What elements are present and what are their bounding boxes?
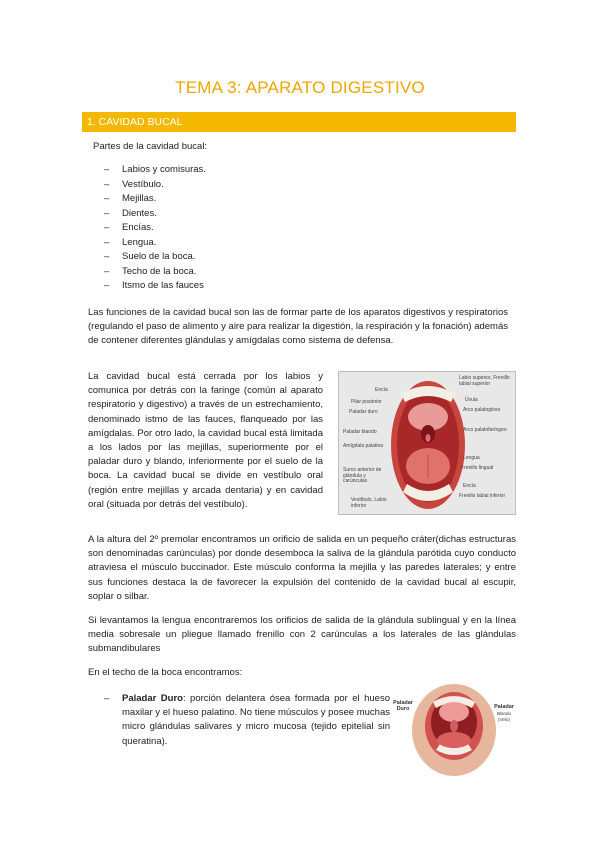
paragraph-functions: Las funciones de la cavidad bucal son las de formar parte de los aparatos digestivos y respiratorios (regulando el paso de alimento y aire para realizar la digestión, la respiración y la fonación) además de contener diferentes glándulas y amígdalas como sistema de defensa.	[88, 307, 508, 347]
list-item: – Lengua.	[104, 236, 206, 251]
list-item: – Encías.	[104, 221, 206, 236]
parts-intro: Partes de la cavidad bucal:	[93, 141, 208, 152]
label-uvula: Úvula	[465, 397, 478, 403]
definition-paladar-duro: : porción delantera ósea formada por el hueso maxilar y el hueso palatino. No tiene músculos y posee muchas micro glándulas salivares y micro mucosa (tejido epitelial sin queratina).	[122, 693, 390, 747]
label-paladar-duro-photo: Paladar Duro	[393, 700, 413, 712]
parts-list	[104, 163, 206, 294]
label-labio-superior: Labio superior, Frenillo labial superior	[459, 375, 510, 387]
paragraph-sublingual: Si levantamos la lengua encontraremos los orificios de salida de la glándula sublingual y en la línea media sobresale un pliegue llamado frenillo con 2 carúnculas a los laterales de las glándulas submandibulares	[88, 615, 516, 655]
label-amigdala: Amígdala palatina	[343, 443, 384, 449]
section-heading: 1. CAVIDAD BUCAL	[82, 112, 516, 132]
label-arco-palatofaringeo: Arco palatofaríngeo	[463, 427, 507, 433]
list-item: – Dientes.	[104, 207, 206, 222]
list-item: – Mejillas.	[104, 192, 206, 207]
bullet-dash: –	[104, 693, 110, 704]
open-mouth-illustration	[396, 678, 514, 778]
list-item: – Techo de la boca.	[104, 265, 206, 280]
label-frenillo-inferior: Frenillo labial inferior	[459, 493, 506, 499]
label-encia-top: Encía	[375, 387, 388, 393]
label-lengua: Lengua	[463, 455, 480, 461]
paragraph-limits: La cavidad bucal está cerrada por los labios y comunica por detrás con la faringe (común al aparato respiratorio y digestivo) a través de un estrechamiento, denominado istmo de las fauces, flanqueado por las amígdalas. Por otro lado, la cavidad bucal está limitada a los lados por las mejillas, superiormente por el paladar duro y blando, inferiormente por el suelo de la boca. La cavidad bucal se divide en vestíbulo oral (región entre mejillas y arcada dentaria) y en cavidad oral (situada por detrás del vestíbulo).	[88, 371, 323, 510]
label-paladar-duro: Paladar duro	[349, 409, 378, 415]
list-item: – Vestíbulo.	[104, 178, 206, 193]
palate-photo	[393, 678, 514, 778]
list-item: – Labios y comisuras.	[104, 163, 206, 178]
paragraph-caruncula: A la altura del 2º premolar encontramos un orificio de salida en un pequeño cráter(dichas estructuras son denominadas carúnculas) por donde desemboca la saliva de la glándula parótida cuyo conducto atraviesa el músculo buccinador. Este músculo conforma la mejilla y las paredes laterales; y entre sus funciones destaca la de favorecer la expulsión del contenido de la cavidad bucal al escupir, soplar o silbar.	[88, 534, 516, 602]
list-item: – Suelo de la boca.	[104, 250, 206, 265]
paragraph-techo: En el techo de la boca encontramos:	[88, 667, 243, 678]
label-encia-bottom: Encía	[463, 483, 476, 489]
label-pilar-posterior: Pilar posterior	[351, 399, 382, 405]
label-frenillo-lingual: Frenillo lingual	[461, 465, 494, 471]
label-arco-palatogloso: Arco palatogloso	[463, 407, 501, 413]
term-paladar-duro: Paladar Duro	[122, 693, 183, 704]
label-vestibulo: Vestíbulo, Labio inferior	[351, 497, 387, 509]
list-item: – Itsmo de las fauces	[104, 279, 206, 294]
oral-cavity-diagram	[338, 371, 516, 515]
label-blando-photo: Blando (Velo)	[496, 711, 511, 722]
label-surco: Surco anterior de glándula y carúnculas	[343, 467, 382, 484]
list-item-paladar-duro	[104, 692, 390, 749]
label-paladar-photo: Paladar	[494, 704, 514, 710]
label-paladar-blando: Paladar blando	[343, 429, 377, 435]
page-title: TEMA 3: APARATO DIGESTIVO	[175, 78, 425, 97]
